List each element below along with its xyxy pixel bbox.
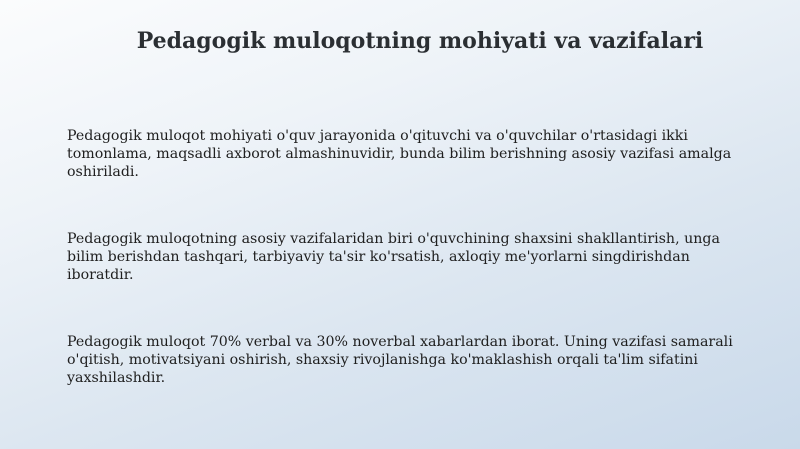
paragraph-verbal-nonverbal: Pedagogik muloqot 70% verbal va 30% noverbal xabarlardan iborat. Uning vazifasi samarali o'qitish, motivatsiyani oshirish, shaxsiy rivojlanishga ko'maklashish orqali ta'lim sifatini yaxshilashdir. — [67, 334, 733, 386]
paragraph-essence: Pedagogik muloqot mohiyati o'quv jarayonida o'qituvchi va o'quvchilar o'rtasidagi ikki tomonlama, maqsadli axborot almashinuvidir, bunda bilim berishning asosiy vazifasi amalga oshiriladi. — [67, 128, 732, 180]
paragraph-functions: Pedagogik muloqotning asosiy vazifalaridan biri o'quvchining shaxsini shakllantirish, unga bilim berishdan tashqari, tarbiyaviy ta'sir ko'rsatish, axloqiy me'yorlarni singdirishdan iboratdir. — [67, 231, 720, 283]
slide-title: Pedagogik muloqotning mohiyati va vazifalari — [136, 28, 704, 54]
